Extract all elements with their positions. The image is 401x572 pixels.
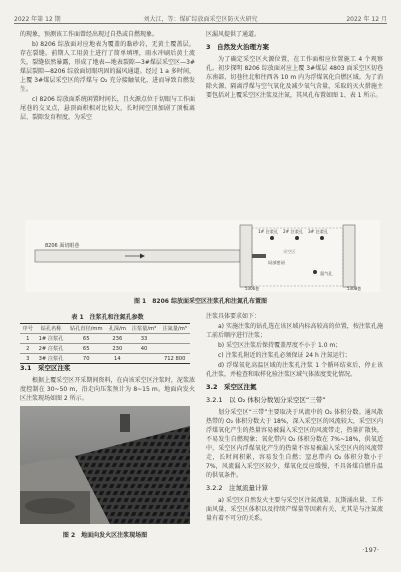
- paragraph: 划分采空区“三带”主要取决于风流中的 O₂ 体积分数。通风散热带的 O₂ 体积分数大于 18%，深入采空区的风流较大，采空区内浮煤氧化产生的热量容易被漏入采空区的风流带走，热量扩散快，不易发生自燃现象；氧化带内 O₂ 体积分数在 7%~18%，供氧适中，采空区内浮煤氧化产生的热量不容易被漏入采空区内的风流带走，长时间积累，容易发生自燃；窒息带内 O₂ 体积分数小于 7%，风流漏入采空区较少，煤氧化反应缓慢，不具备煤自燃升温的供氧条件。: [206, 409, 383, 479]
- parameters-table: [20, 323, 190, 364]
- table-header-row: [20, 324, 190, 334]
- figure-1-layout-diagram: [25, 220, 380, 292]
- seal-label: 局部密闭: [268, 260, 285, 265]
- table-row: [20, 344, 190, 354]
- table-cell: 2# 注浆孔: [35, 344, 66, 354]
- table-cell: 230: [106, 344, 129, 354]
- slurry-surface: [25, 498, 75, 514]
- paragraph: c) 注浆孔附近的注浆孔必须保证 24 h 注氮运行；: [218, 352, 351, 359]
- table-cell: 236: [106, 334, 129, 344]
- running-header: [14, 12, 387, 24]
- hole-label: 2# 注浆孔: [283, 229, 304, 234]
- table-cell: 3# 注浆孔: [35, 354, 66, 364]
- table-header-cell: 注浆量/m³: [129, 324, 160, 334]
- table-cell: 65: [67, 334, 106, 344]
- table-cell: 14: [106, 354, 129, 364]
- table-1-block: [20, 312, 195, 364]
- header-rule: [14, 23, 387, 24]
- vertical-roadway-label: 5308巷: [347, 286, 362, 291]
- left-column-top: [20, 30, 195, 123]
- vertical-roadway-1: [240, 225, 252, 287]
- hole-marker: [270, 236, 274, 240]
- issue-label: 2022 年第 12 期: [14, 16, 61, 23]
- table-cell: 70: [67, 354, 106, 364]
- table-cell: 65: [67, 344, 106, 354]
- table-cell: 3: [20, 354, 35, 364]
- paragraph: c) 8206 综放面系统闲置时间长，且火源点位于切眼与工作面尾巷的交叉点，悬顶面积相对比较大，长时间空顶加剧了顶板离层、裂隙发育程度，为采空: [20, 96, 195, 121]
- subsection-heading: 3.2.1 以 O₂ 体积分数划分采空区“三带”: [206, 396, 326, 404]
- right-column-lower: [206, 312, 383, 524]
- hole-marker: [320, 236, 324, 240]
- table-header-cell: 钻孔名称: [35, 324, 66, 334]
- hole-marker: [313, 270, 317, 274]
- roadway-label: 8206 面切眼巷: [45, 243, 80, 249]
- seal-marker: [252, 254, 266, 258]
- right-column-top: [206, 30, 383, 101]
- vertical-roadway-label: 5306巷: [245, 286, 260, 291]
- paragraph: 为了确定采空区火源位置，在工作面相应位置施工 4 个观察孔。初步探明 8206 综放面对应上覆 3#煤层 4803 面采空区切巷东南部、切巷往北和往西各 10 m 内为浮煤氧化自燃区域。为了消除火源、隔离浮煤与空气氧化及减少氧气含量，采取的灭火措施主要包括对上覆采空区注浆及注氮，其风孔布置如图 1、表 1 所示。: [206, 56, 383, 99]
- table-header-cell: 孔深/m: [106, 324, 129, 334]
- table-row: [20, 334, 190, 344]
- table-header-cell: 序号: [20, 324, 35, 334]
- subsection-heading: 3.1 采空区注浆: [20, 364, 71, 372]
- paragraph: a) 实施注浆的钻孔选在该区域内标高较高的位置，按注浆孔施工前后顺序进行注浆；: [206, 323, 383, 339]
- goaf-label: 采空区: [283, 249, 296, 254]
- table-cell: 33: [129, 334, 160, 344]
- article-running-title: 刘大江，等：煤矿综放面采空区防灭火研究: [143, 16, 258, 23]
- table-header-cell: 注氮量/m³: [159, 324, 190, 334]
- table-1-title: 表 1 注浆孔和注氮孔参数: [71, 314, 144, 321]
- subsection-heading: 3.2.2 注氮流量计算: [206, 484, 269, 492]
- figure-2-photo: [20, 406, 190, 524]
- vertical-roadway-2: [343, 225, 355, 287]
- date-label: 2022 年 12 月: [346, 16, 387, 23]
- paragraph: d) 浮煤氧化高温区域的注浆孔注浆 1 个循环结束后，停止该孔注浆，并检查和取样化验注浆区域气体浓度变化情况。: [206, 362, 383, 378]
- hole-label: 3# 注浆孔: [308, 229, 329, 234]
- equipment: [120, 414, 130, 432]
- page-number: ·197·: [362, 546, 379, 554]
- paragraph: 区漏风提供了通道。: [206, 31, 261, 38]
- table-cell: 2: [20, 344, 35, 354]
- table-cell: 1: [20, 334, 35, 344]
- nitrogen-hole-label: 氮气孔: [320, 271, 333, 276]
- table-cell: [159, 334, 190, 344]
- table-cell: 40: [129, 344, 160, 354]
- figure-1-caption: 图 1 8206 综放面采空区注浆孔和注氮孔布置图: [133, 298, 268, 305]
- section-3-1: [20, 360, 195, 404]
- paragraph: 的现象，预测该工作面曾经出现过自热或自燃现象。: [20, 31, 159, 38]
- paragraph: a) 采空区自然发火主要与采空区注氮流量、瓦斯涌出量、工作面风量、采空区体积以及持续产煤量等因素有关，尤其是与注氮流量有着不可分的关系。: [206, 497, 383, 522]
- table-header-cell: 钻孔直径/mm: [67, 324, 106, 334]
- hole-label: 1# 注浆孔: [258, 229, 279, 234]
- table-cell: [159, 344, 190, 354]
- paragraph: 根据上覆采空区开采期间资料，在向该采空区注浆时，泥浆浓度控制在 30~50 m，沿走向压浆预计为 8~15 m。地面向发火区注浆现场如图 2 所示。: [20, 377, 195, 402]
- paragraph: b) 8206 综放面对应地表为覆盖的黏砂岩，无黄土覆盖层，存在裂缝。前期人工用黄土进行了简单填埋，雨水冲刷后黄土流失，裂缝依然暴露，形成了地表—地表裂隙—3#煤层采空区—3#煤层裂隙—8206 综放面切眼巩固的漏风通道。经过 1 a 多时间，上覆 3#煤层采空区的浮煤与 O₂ 充分接触氧化，进而导致自燃发生。: [20, 41, 195, 93]
- section-heading: 3.2 采空区注氮: [206, 383, 257, 391]
- paragraph: b) 采空区注浆后保持覆盖厚度不小于 1.0 m；: [218, 342, 342, 349]
- hole-marker: [295, 236, 299, 240]
- figure-2-caption: 图 2 地面向发火区注浆现场图: [62, 532, 148, 539]
- section-heading: 3 自然发火治理方案: [206, 43, 270, 51]
- table-cell: 712 800: [159, 354, 190, 364]
- paragraph: 注浆具体要求如下：: [206, 313, 261, 320]
- table-cell: 1# 注浆孔: [35, 334, 66, 344]
